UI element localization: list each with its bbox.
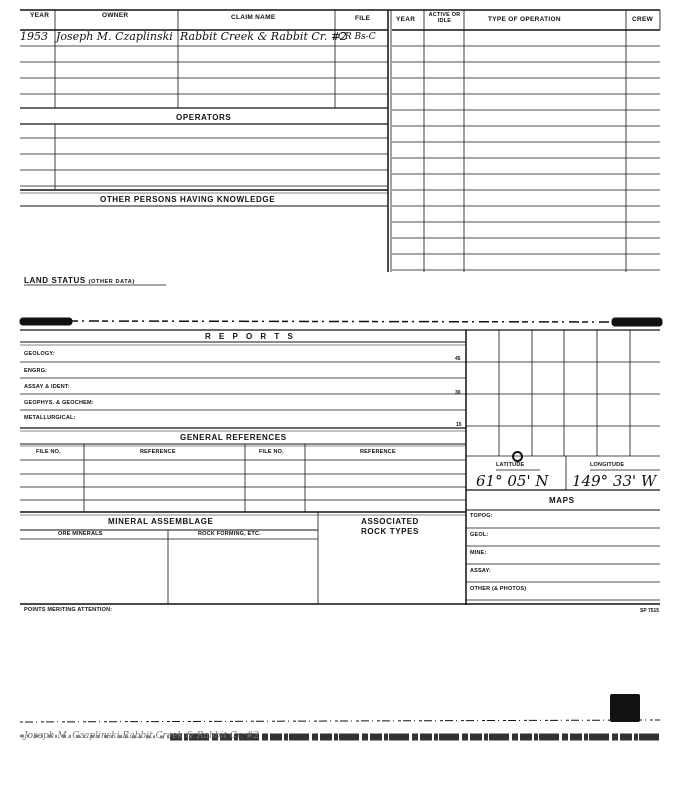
latitude-label: LATITUDE [496,462,525,468]
points-meriting-attention: POINTS MERITING ATTENTION: [24,607,113,613]
latitude-value: 61° 05' N [476,472,549,490]
general-references-heading: GENERAL REFERENCES [180,433,287,442]
entry-year: 1953 [20,30,48,43]
map-geol: GEOL: [470,532,489,538]
report-assay: ASSAY & IDENT: [24,384,70,390]
header-year: YEAR [30,12,50,19]
report-metallurgical: METALLURGICAL: [24,415,76,421]
header-claim-name: CLAIM NAME [231,14,276,21]
map-other: OTHER (& PHOTOS) [470,586,527,592]
report-engrg: ENGRG: [24,368,48,374]
header-year-2: YEAR [396,16,416,23]
ore-minerals-label: ORE MINERALS [58,531,103,537]
map-topog: TOPOG: [470,513,493,519]
other-persons-heading: OTHER PERSONS HAVING KNOWLEDGE [100,195,276,204]
header-active-or-idle: ACTIVE OR IDLE [428,12,461,24]
map-mine: MINE: [470,550,487,556]
header-owner: OWNER [102,12,129,19]
punch-hole-mark [512,451,523,462]
scan-black-mark [610,694,640,722]
header-file: FILE [355,15,371,22]
report-scale-30: 30 [455,390,461,396]
land-status-sub: (OTHER DATA) [88,279,135,285]
report-geology: GEOLOGY: [24,351,55,357]
mineral-assemblage-heading: MINERAL ASSEMBLAGE [108,517,214,526]
longitude-value: 149° 33' W [572,472,657,490]
form-number: SP 7515 [640,608,660,614]
report-scale-45: 45 [455,356,461,362]
rock-forming-label: ROCK FORMING, ETC. [198,531,261,537]
entry-owner: Joseph M. Czaplinski [56,30,173,43]
map-assay: ASSAY: [470,568,492,574]
longitude-label: LONGITUDE [590,462,625,468]
entry-claim-name: Rabbit Creek & Rabbit Cr. #2 [180,30,348,43]
ref-reference-1: REFERENCE [140,449,176,455]
operators-heading: OPERATORS [176,113,232,122]
maps-heading: MAPS [549,496,575,505]
rock-types-heading: ROCK TYPES [360,527,419,536]
report-geophys: GEOPHYS. & GEOCHEM: [24,400,94,406]
header-type-of-operation: TYPE OF OPERATION [488,16,561,23]
entry-file: CR Bs-C [338,32,376,42]
reports-heading: R E P O R T S [205,332,296,341]
ref-reference-2: REFERENCE [360,449,396,455]
ref-file-no-1: FILE NO. [36,449,61,455]
ref-file-no-2: FILE NO. [259,449,284,455]
land-status-heading: LAND STATUS (OTHER DATA) [24,276,135,285]
header-crew: CREW [632,16,654,23]
bleed-through-text: Joseph M. Czaplinski Rabbit Creek & Rabbit Cr. #2 [24,731,260,741]
report-scale-15: 15 [456,422,462,428]
associated-heading: ASSOCIATED [361,517,419,526]
